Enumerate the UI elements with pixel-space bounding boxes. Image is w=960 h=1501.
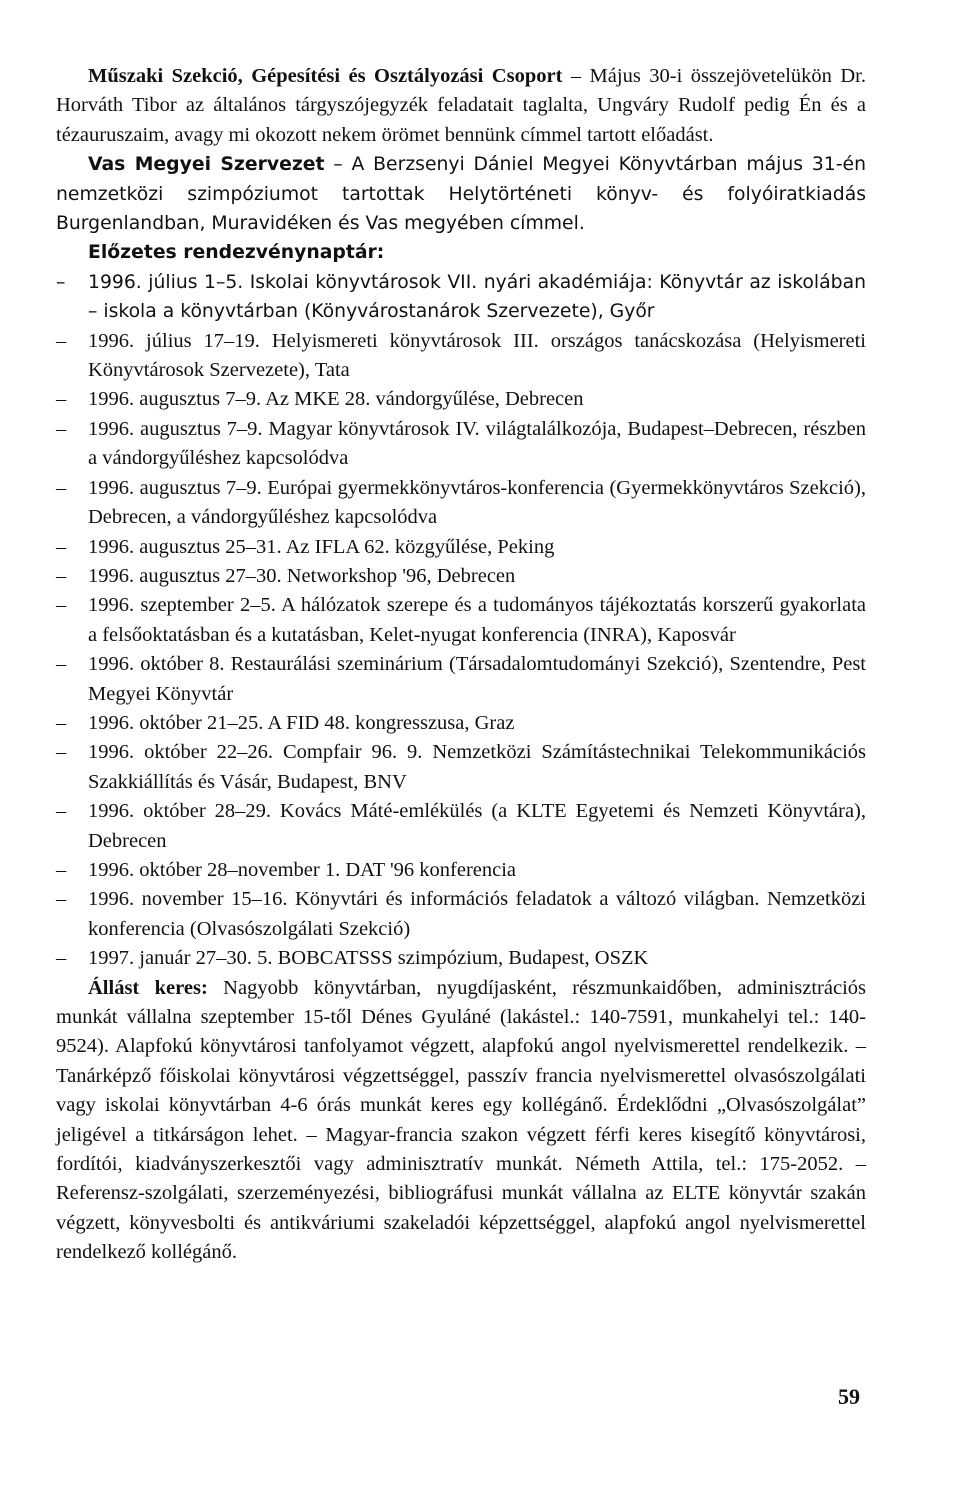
calendar-item-text: 1996. július 1–5. Iskolai könyvtárosok VII. nyári akadémiája: Könyvtár az iskolában – iskola a könyvtárban (Könyvárostanárok Szervezete), Győr bbox=[88, 271, 866, 323]
calendar-item-text: 1996. augusztus 7–9. Magyar könyvtárosok IV. világtalálkozója, Budapest–Debrecen, részben a vándorgyűléshez kapcsolódva bbox=[88, 417, 866, 470]
calendar-item-dash: – bbox=[56, 711, 67, 734]
calendar-item bbox=[56, 709, 866, 738]
calendar-item bbox=[56, 650, 866, 709]
paragraph-muszaki-szekcio bbox=[56, 62, 866, 150]
paragraph-lead: Műszaki Szekció, Gépesítési és Osztályozási Csoport bbox=[88, 65, 563, 87]
calendar-item-dash: – bbox=[56, 564, 67, 587]
calendar-item-text: 1996. október 28–29. Kovács Máté-emlékülés (a KLTE Egyetemi és Nemzeti Könyvtára), Debrecen bbox=[88, 800, 866, 852]
calendar-item bbox=[56, 562, 866, 591]
calendar-item-dash: – bbox=[56, 947, 67, 970]
paragraph-text: Nagyobb könyvtárban, nyugdíjasként, részmunkaidőben, adminisztrációs munkát vállalna szeptember 15-től Dénes Gyuláné (lakástel.: 140-7591, munkahelyi tel.: 140-9524). Alapfokú könyvtárosi tanfolyamot végzett, alapfokú angol nyelvismerettel rendelkezik. – Tanárképző főiskolai könyvtárosi végzettséggel, passzív francia nyelvismerettel olvasószolgálati vagy iskolai könyvtárban 4-6 órás munkát keres egy kollégánő. Érdeklődni „Olvasószolgálat” jeligével a titkárságon lehet. – Magyar-francia szakon végzett férfi keres kisegítő könyvtárosi, fordítói, kiadványszerkesztői vagy adminisztratív munkát. Németh Attila, tel.: 175-2052. – Referensz-szolgálati, szerzeményezési, bibliográfusi munkát vállalna az ELTE könyvtár szakán végzett, könyvesbolti és antikváriumi szakeladói képzettséggel, alapfokú angol nyelvismerettel rendelkező kollégánő. bbox=[56, 976, 866, 1264]
calendar-item-text: 1996. október 21–25. A FID 48. kongresszusa, Graz bbox=[88, 711, 515, 734]
page-number: 59 bbox=[838, 1384, 860, 1409]
calendar-item bbox=[56, 327, 866, 386]
calendar-item-dash: – bbox=[56, 388, 67, 411]
calendar-item-text: 1996. október 22–26. Compfair 96. 9. Nemzetközi Számítástechnikai Telekommunikációs Szakkiállítás és Vásár, Budapest, BNV bbox=[88, 741, 866, 793]
calendar-item-text: 1996. augusztus 7–9. Európai gyermekkönyvtáros-konferencia (Gyermekkönyvtáros Szekció), Debrecen, a vándorgyűléshez kapcsolódva bbox=[88, 476, 866, 529]
calendar-item-text: 1996. november 15–16. Könyvtári és információs feladatok a változó világban. Nemzetközi konferencia (Olvasószolgálati Szekció) bbox=[88, 888, 866, 940]
calendar-item-text: 1996. szeptember 2–5. A hálózatok szerepe és a tudományos tájékoztatás korszerű gyakorlata a felsőoktatásban és a kutatásban, Kelet-nyugat konferencia (INRA), Kaposvár bbox=[88, 594, 866, 646]
calendar-item-text: 1996. augusztus 7–9. Az MKE 28. vándorgyűlése, Debrecen bbox=[88, 388, 584, 411]
paragraph-vas-megyei bbox=[56, 150, 866, 238]
calendar-item-text: 1996. július 17–19. Helyismereti könyvtárosok III. országos tanácskozása (Helyismereti Könyvtárosok Szervezete), Tata bbox=[88, 329, 866, 382]
document-page bbox=[56, 62, 866, 1268]
calendar-item-text: 1996. október 8. Restaurálási szeminárium (Társadalomtudományi Szekció), Szentendre, Pest Megyei Könyvtár bbox=[88, 653, 866, 705]
calendar-item bbox=[56, 591, 866, 650]
paragraph-job-ads bbox=[56, 974, 866, 1268]
paragraph-lead: Állást keres: bbox=[88, 976, 208, 999]
calendar-item-text: 1996. augusztus 25–31. Az IFLA 62. közgyűlése, Peking bbox=[88, 535, 555, 558]
paragraph-lead: Vas Megyei Szervezet bbox=[88, 154, 325, 176]
calendar-item bbox=[56, 797, 866, 856]
calendar-item-dash: – bbox=[56, 271, 66, 293]
calendar-item-text: 1996. október 28–november 1. DAT '96 konferencia bbox=[88, 858, 517, 881]
calendar-item bbox=[56, 738, 866, 797]
calendar-item-dash: – bbox=[56, 888, 67, 911]
calendar-list bbox=[56, 268, 866, 974]
calendar-item-dash: – bbox=[56, 653, 67, 676]
calendar-item-dash: – bbox=[56, 800, 67, 823]
calendar-item-dash: – bbox=[56, 329, 67, 352]
calendar-item bbox=[56, 944, 866, 973]
calendar-item-text: 1996. augusztus 27–30. Networkshop '96, Debrecen bbox=[88, 564, 516, 587]
calendar-item bbox=[56, 268, 866, 327]
calendar-item bbox=[56, 385, 866, 414]
calendar-heading: Előzetes rendezvénynaptár: bbox=[88, 242, 385, 264]
calendar-item-dash: – bbox=[56, 594, 67, 617]
calendar-item bbox=[56, 415, 866, 474]
calendar-item bbox=[56, 474, 866, 533]
paragraph-text: – Május 30-i összejövetelükön Dr. Horváth Tibor az általános tárgyszójegyzék feladatait taglalta, Ungváry Rudolf pedig Én és a tézauruszaim, avagy mi okozott nekem örömet bennünk címmel tartott előadást. bbox=[56, 65, 866, 146]
calendar-item bbox=[56, 533, 866, 562]
paragraph-text: – A Berzsenyi Dániel Megyei Könyvtárban május 31-én nemzetközi szimpóziumot tartottak Helytörténeti könyv- és folyóiratkiadás Burgenlandban, Muravidéken és Vas megyében címmel. bbox=[56, 154, 866, 235]
calendar-item-dash: – bbox=[56, 417, 67, 440]
calendar-item bbox=[56, 856, 866, 885]
calendar-item-dash: – bbox=[56, 535, 67, 558]
calendar-item-text: 1997. január 27–30. 5. BOBCATSSS szimpózium, Budapest, OSZK bbox=[88, 947, 649, 970]
calendar-item-dash: – bbox=[56, 741, 67, 764]
calendar-item-dash: – bbox=[56, 858, 67, 881]
calendar-item-dash: – bbox=[56, 476, 67, 499]
calendar-item bbox=[56, 885, 866, 944]
